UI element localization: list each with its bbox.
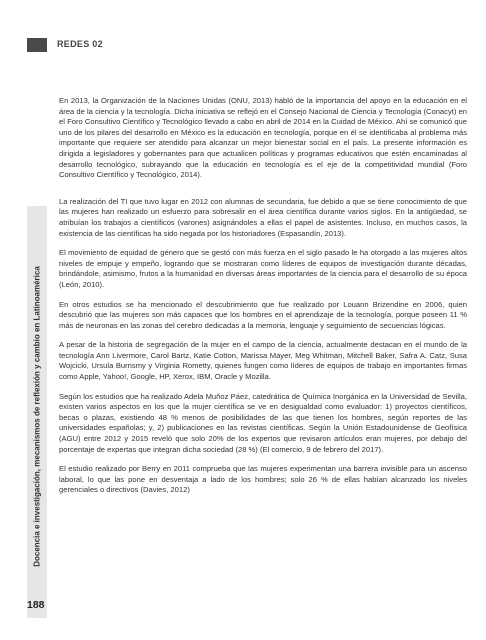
paragraph: A pesar de la historia de segregación de la mujer en el campo de la ciencia, actualmente destacan en el mundo de la tecnología Ann Livermore, Carol Bartz, Katie Cotton, Marissa Mayer, Meg Whitman, Mitchell Baker, Safra A. Catz, Susa Wojcicki, Ursula Burnsmy y Virginia Rometty, quienes fungen como líderes de equipos de trabajo en importantes firmas como Apple, Yahoo!, Google, HP, Xerox, IBM, Oracle y Mozilla. (59, 340, 467, 382)
sidebar-vertical-title: Docencia e investigación, mecanismos de reflexión y cambio en Latinoamérica (32, 266, 42, 567)
paragraph: Según los estudios que ha realizado Adela Muñoz Páez, catedrática de Química Inorgánica en la Universidad de Sevilla, existen varios aspectos en los que la mujer científica se ve en desigualdad como evaluador: 1) proyectos científicos, becas o plazas, existiendo 48 % menos de posibilidades de las que tienen los hombres, según reportes de las universidades españolas; y, 2) publicaciones en las revistas científicas. Según la Unión Estadounidense de Geofísica (AGU) entre 2012 y 2015 reveló que solo 20% de los expertos que revisaron artículos eran mujeres, por debajo del porcentaje de expertas que integran dicha sociedad (28 %) (El comercio, 9 de febrero del 2017). (59, 391, 467, 454)
paragraph: En otros estudios se ha mencionado el descubrimiento que fue realizado por Louann Brizendine en 2006, quien descubrió que las mujeres son más capaces que los hombres en el aprendizaje de la tecnología, porque poseen 11 % más de neuronas en las zonas del cerebro dedicadas a la memoria, lenguaje y seguimiento de secuencias lógicas. (59, 299, 467, 330)
paragraph: La realización del TI que tuvo lugar en 2012 con alumnas de secundaria, fue debido a que se tiene conocimiento de que las mujeres han realizado un esfuerzo para sobresalir en el área científica durante varios siglos. En la antigüedad, se atribuían los trabajos a científicos (varones) asignándoles a ellas el papel de asistentes. Incluso, en muchos casos, la existencia de las científicas ha sido negada por los historiadores (Espasandín, 2013). (59, 196, 467, 238)
paragraph: El movimiento de equidad de género que se gestó con más fuerza en el siglo pasado le ha otorgado a las mujeres altos niveles de empuje y empeño, logrando que se mostraran como líderes de equipos de investigación durante décadas, brindándole, asimismo, frutos a la humanidad en diversas áreas importantes de la ciencia para el desarrollo de su época (León, 2010). (59, 248, 467, 289)
paragraph: El estudio realizado por Berry en 2011 comprueba que las mujeres experimentan una barrera invisible para un ascenso laboral, lo que las pone en desventaja a lado de los hombres; solo 26 % de ellas habían alcanzado los niveles gerenciales o directivos (Davies, 2012) (59, 464, 467, 495)
header-marker-block (27, 38, 47, 52)
running-title: REDES 02 (57, 39, 103, 49)
paragraph: En 2013, la Organización de la Naciones Unidas (ONU, 2013) habló de la importancia del apoyo en la educación en el área de la ciencia y la tecnología. Dicha iniciativa se reflejó en el Consejo Nacional de Ciencia y Tecnología (Conacyt) en el Foro Consultivo Científico y Tecnológico llevado a cabo en abril de 2014 en la Cuidad de México. Ahí se comunicó que uno de los pilares del desarrollo en México es la educación en tecnología, porque en él se identificaba al problema más importante que requiere ser atendido para alcanzar un mejor bienestar social en el país. La presente información es dirigida a legisladores y gobernantes para que actualicen políticas y programas educativos que estén encaminadas al desarrollo tecnológico, subrayando que la educación en tecnología es el eje de la competitividad mundial (Foro Consultivo Científico y Tecnológico, 2014). (59, 96, 467, 180)
page-number: 188 (27, 599, 45, 611)
body-text (59, 96, 467, 505)
